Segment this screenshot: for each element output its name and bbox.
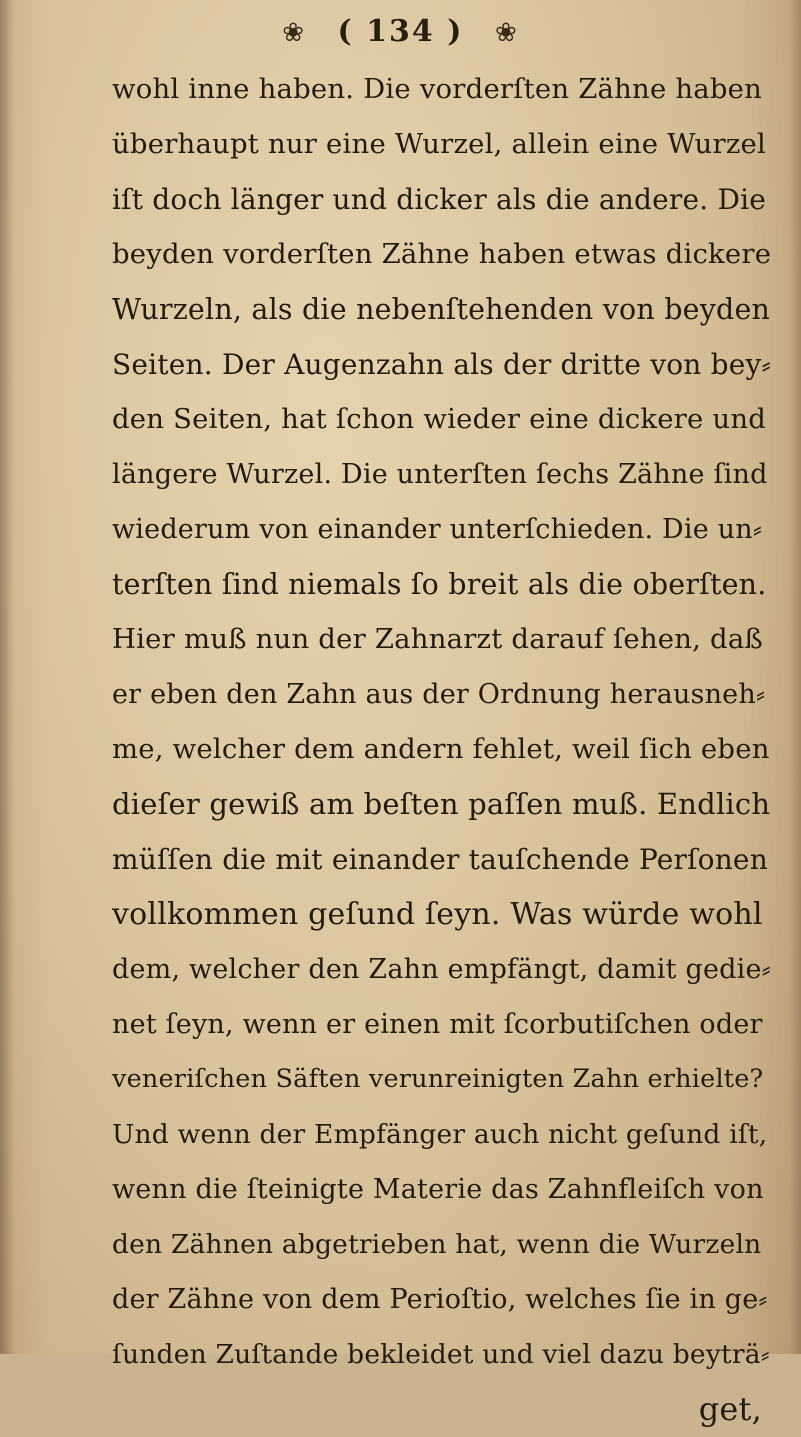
body-text bbox=[112, 62, 772, 1437]
ornament-right-icon: ❀ bbox=[495, 18, 519, 48]
text-line: wohl inne haben. Die vorderſten Zähne haben bbox=[112, 73, 763, 105]
text-line: den Seiten, hat ſchon wieder eine dickere und bbox=[112, 403, 767, 435]
text-line: Seiten. Der Augenzahn als der dritte von bey⸗ bbox=[112, 348, 772, 381]
text-line: Hier muß nun der Zahnarzt darauf ſehen, daß bbox=[112, 623, 763, 655]
page-edge-shadow bbox=[789, 0, 801, 1354]
text-line: veneriſchen Säften verunreinigten Zahn erhielte? bbox=[112, 1064, 764, 1094]
text-line: me, welcher dem andern fehlet, weil ſich eben bbox=[112, 733, 770, 765]
catchword: get, bbox=[698, 1390, 762, 1428]
ornament-left-icon: ❀ bbox=[282, 18, 306, 48]
text-line: längere Wurzel. Die unterſten ſechs Zähne ſind bbox=[112, 459, 768, 490]
text-line: dieſer gewiß am beſten paſſen muß. Endlich bbox=[112, 787, 771, 821]
text-line: Und wenn der Empfänger auch nicht geſund iſt, bbox=[112, 1119, 768, 1150]
text-line: der Zähne von dem Perioſtio, welches ſie in ge⸗ bbox=[112, 1284, 768, 1315]
text-line: ſunden Zuſtande bekleidet und viel dazu beyträ⸗ bbox=[112, 1339, 770, 1370]
page-number: ( 134 ) bbox=[337, 14, 464, 49]
text-line: terſten ſind niemals ſo breit als die oberſten. bbox=[112, 568, 767, 601]
text-line: den Zähnen abgetrieben hat, wenn die Wurzeln bbox=[112, 1229, 762, 1260]
text-line: er eben den Zahn aus der Ordnung herausneh⸗ bbox=[112, 679, 766, 710]
text-line: Wurzeln, als die nebenſtehenden von beyden bbox=[112, 293, 771, 326]
text-line: net ſeyn, wenn er einen mit ſcorbutiſchen oder bbox=[112, 1009, 763, 1040]
page-header bbox=[0, 14, 801, 49]
page-fold-shadow bbox=[0, 0, 14, 1354]
text-line: überhaupt nur eine Wurzel, allein eine Wurzel bbox=[112, 128, 766, 160]
text-line: wenn die ſteinigte Materie das Zahnfleiſch von bbox=[112, 1174, 764, 1205]
text-line: vollkommen geſund ſeyn. Was würde wohl bbox=[112, 897, 763, 932]
text-line: beyden vorderſten Zähne haben etwas dickere bbox=[112, 238, 772, 270]
text-line: müſſen die mit einander tauſchende Perſonen bbox=[112, 843, 768, 876]
text-line: dem, welcher den Zahn empfängt, damit gedie⸗ bbox=[112, 954, 771, 985]
text-line: wiederum von einander unterſchieden. Die un⸗ bbox=[112, 514, 763, 545]
text-line: iſt doch länger und dicker als die andere. Die bbox=[112, 183, 767, 216]
